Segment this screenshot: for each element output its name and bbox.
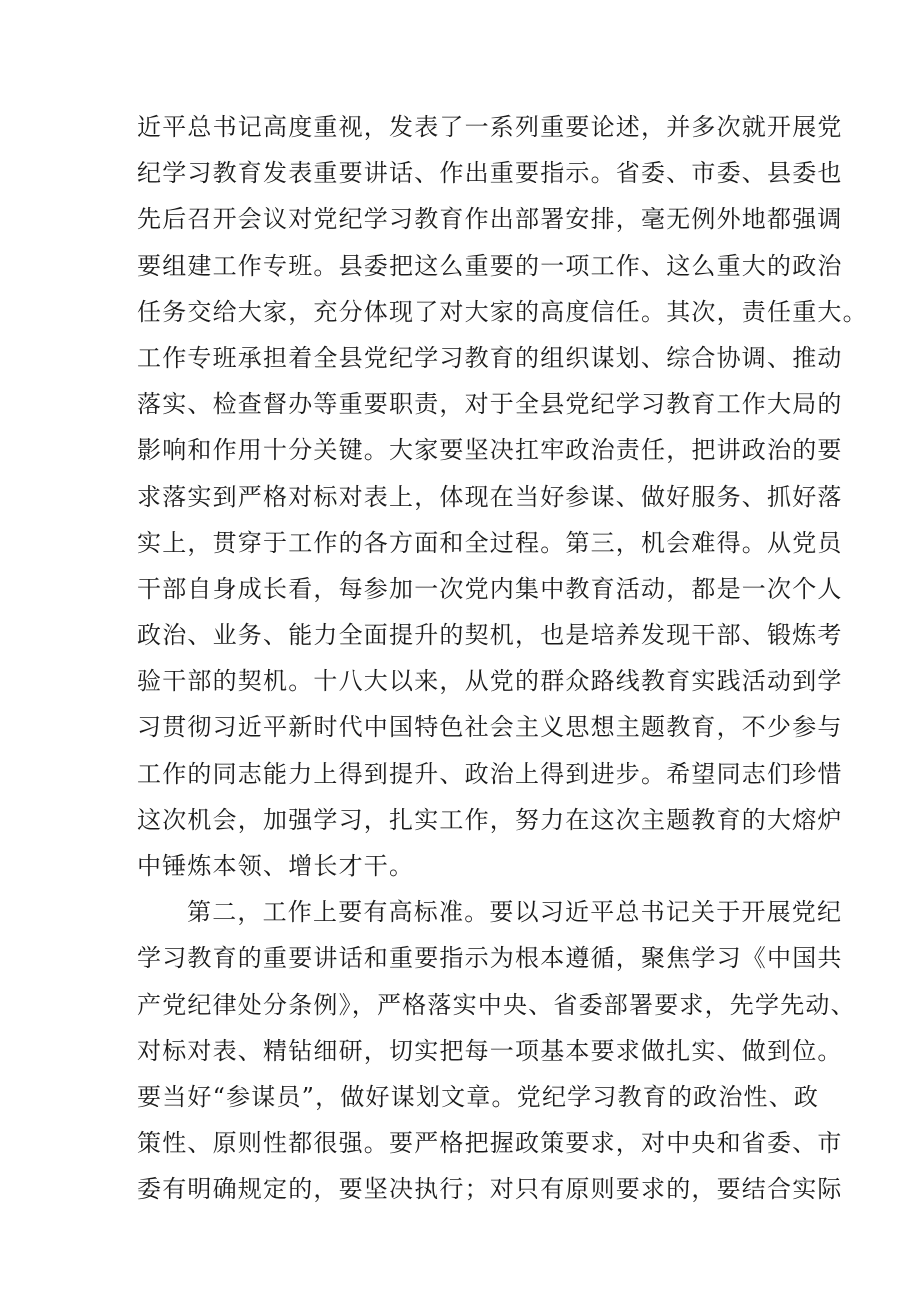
- text-line-19: 学习教育的重要讲话和重要指示为根本遵循，聚焦学习《中国共: [137, 944, 843, 973]
- text-line-4: 要组建工作专班。县委把这么重要的一项工作、这么重大的政治: [137, 251, 843, 280]
- text-line-7: 落实、检查督办等重要职责，对于全县党纪学习教育工作大局的: [137, 390, 843, 419]
- body-text: [137, 104, 868, 1213]
- text-line-12: 政治、业务、能力全面提升的契机，也是培养发现干部、锻炼考: [137, 621, 843, 650]
- text-line-16: 这次机会，加强学习，扎实工作，努力在这次主题教育的大熔炉: [137, 805, 843, 834]
- text-line-6: 工作专班承担着全县党纪学习教育的组织谋划、综合协调、推动: [137, 343, 843, 372]
- text-line-8: 影响和作用十分关键。大家要坚决扛牢政治责任，把讲政治的要: [137, 436, 843, 465]
- text-line-2: 纪学习教育发表重要讲话、作出重要指示。省委、市委、县委也: [137, 159, 843, 188]
- text-line-11: 干部自身成长看，每参加一次党内集中教育活动，都是一次个人: [137, 574, 843, 603]
- text-line-13: 验干部的契机。十八大以来，从党的群众路线教育实践活动到学: [137, 667, 843, 696]
- text-line-14: 习贯彻习近平新时代中国特色社会主义思想主题教育，不少参与: [137, 713, 843, 742]
- text-line-9: 求落实到严格对标对表上，体现在当好参谋、做好服务、抓好落: [137, 482, 843, 511]
- text-line-3: 先后召开会议对党纪学习教育作出部署安排，毫无例外地都强调: [137, 205, 843, 234]
- text-line-21: 对标对表、精钻细研，切实把每一项基本要求做扎实、做到位。: [137, 1036, 843, 1065]
- text-line-15: 工作的同志能力上得到提升、政治上得到进步。希望同志们珍惜: [137, 759, 843, 788]
- text-line-5: 任务交给大家，充分体现了对大家的高度信任。其次，责任重大。: [137, 297, 868, 326]
- text-line-22: 要当好“参谋员”，做好谋划文章。党纪学习教育的政治性、政: [137, 1082, 820, 1111]
- text-line-10: 实上，贯穿于工作的各方面和全过程。第三，机会难得。从党员: [137, 528, 843, 557]
- text-line-1: 近平总书记高度重视，发表了一系列重要论述，并多次就开展党: [137, 113, 843, 141]
- text-line-20: 产党纪律处分条例》，严格落实中央、省委部署要求，先学先动、: [137, 990, 856, 1019]
- text-line-24: 委有明确规定的，要坚决执行；对只有原则要求的，要结合实际: [137, 1175, 843, 1204]
- paragraph-2-first-line: 第二，工作上要有高标准。要以习近平总书记关于开展党纪: [187, 898, 843, 927]
- text-line-23: 策性、原则性都很强。要严格把握政策要求，对中央和省委、市: [137, 1129, 843, 1158]
- text-line-17: 中锤炼本领、增长才干。: [137, 852, 415, 880]
